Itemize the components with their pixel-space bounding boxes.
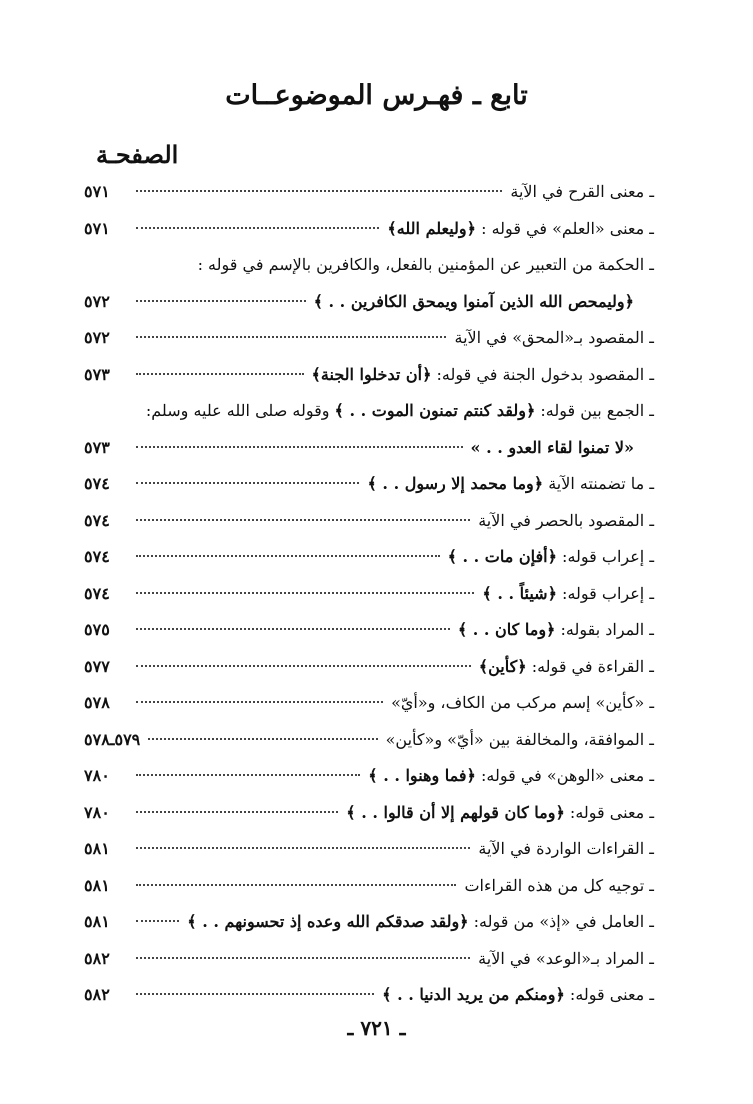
dot-leader bbox=[136, 519, 470, 521]
entry-quote: ﴿وليعلم الله﴾ bbox=[387, 218, 477, 238]
dot-leader bbox=[136, 300, 306, 302]
dot-leader bbox=[136, 190, 502, 192]
dot-leader bbox=[136, 592, 474, 594]
entry-quote: ﴿وما كان . . ﴾ bbox=[457, 620, 556, 639]
toc-entry bbox=[84, 941, 654, 978]
toc-entry bbox=[84, 685, 654, 722]
entry-text: ـ العامل في «إذ» من قوله: bbox=[468, 912, 654, 931]
entry-quote: ﴿وليمحص الله الذين آمنوا ويمحق الكافرين . . ﴾ bbox=[313, 291, 634, 311]
toc-entry bbox=[84, 247, 654, 284]
toc-entry bbox=[84, 868, 654, 905]
toc-entry bbox=[84, 649, 654, 686]
entry-text: ـ معنى «العلم» في قوله : bbox=[476, 218, 654, 238]
entry-text: ـ المراد بقوله: bbox=[555, 620, 654, 639]
entry-text: ـ ما تضمنته الآية bbox=[543, 474, 654, 493]
entry-quote: ﴿ولقد كنتم تمنون الموت . . ﴾ bbox=[334, 401, 536, 420]
entry-text: ـ المراد بـ«الوعد» في الآية bbox=[478, 948, 654, 968]
entry-page: ٥٧٤ bbox=[84, 583, 110, 603]
entry-page: ٥٧٣ bbox=[84, 437, 110, 457]
dot-leader bbox=[136, 920, 179, 922]
entry-page: ٧٨٠ bbox=[84, 802, 110, 822]
entry-quote: ﴿فما وهنوا . . ﴾ bbox=[368, 766, 476, 785]
entry-page: ٥٧٢ bbox=[84, 291, 110, 311]
entry-text: ـ توجيه كل من هذه القراءات bbox=[464, 875, 654, 895]
entry-page: ٥٧٢ bbox=[84, 328, 110, 347]
dot-leader bbox=[136, 665, 471, 667]
entry-text: ـ المقصود بالحصر في الآية bbox=[478, 510, 654, 530]
dot-leader bbox=[136, 482, 359, 484]
entry-quote: ﴿أفإن مات . . ﴾ bbox=[447, 547, 557, 566]
page-title: تابع ـ فهـرس الموضوعــات bbox=[225, 80, 528, 111]
dot-leader bbox=[136, 628, 450, 630]
entry-text: ـ إعراب قوله: bbox=[556, 583, 654, 603]
toc-entry bbox=[84, 612, 654, 649]
toc-entry bbox=[84, 174, 654, 211]
entry-suffix: وقوله صلى الله عليه وسلم: bbox=[145, 401, 335, 420]
dot-leader bbox=[136, 811, 338, 813]
toc-entry bbox=[84, 503, 654, 540]
entry-quote: ﴿أن تدخلوا الجنة﴾ bbox=[311, 364, 432, 384]
dot-leader bbox=[136, 957, 470, 959]
entry-page: ٥٧٧ bbox=[84, 656, 110, 676]
dot-leader bbox=[136, 336, 446, 338]
entry-page: ٥٧١ bbox=[84, 182, 110, 201]
entry-page: ٥٧٩ـ٥٧٨ bbox=[84, 729, 141, 749]
toc-entry bbox=[84, 576, 654, 613]
entry-quote: ﴿وما محمد إلا رسول . . ﴾ bbox=[367, 474, 544, 493]
entry-text: ـ القراءات الواردة في الآية bbox=[478, 839, 654, 858]
entry-page: ٥٧٥ bbox=[84, 620, 110, 639]
entry-quote: ﴿وما كان قولهم إلا أن قالوا . . ﴾ bbox=[346, 802, 565, 822]
toc-entry bbox=[84, 722, 654, 759]
toc-entry bbox=[84, 758, 654, 795]
dot-leader bbox=[136, 373, 304, 375]
toc-entry bbox=[84, 320, 654, 357]
entry-page: ٧٨٠ bbox=[84, 766, 110, 785]
dot-leader bbox=[136, 884, 456, 886]
toc-entry bbox=[84, 284, 654, 321]
dot-leader bbox=[136, 446, 463, 448]
entry-quote: ﴿شيئاً . . ﴾ bbox=[482, 583, 557, 603]
toc-entry bbox=[84, 831, 654, 868]
entry-text: ـ الجمع بين قوله: bbox=[535, 401, 654, 420]
toc-entry bbox=[84, 357, 654, 394]
entry-text: ـ معنى القرح في الآية bbox=[510, 182, 654, 201]
entry-text: ـ المقصود بـ«المحق» في الآية bbox=[454, 328, 654, 347]
entry-page: ٥٧٨ bbox=[84, 693, 110, 712]
toc-entry bbox=[84, 539, 654, 576]
entry-page: ٥٨٢ bbox=[84, 948, 110, 968]
toc-entry bbox=[84, 393, 654, 430]
table-of-contents bbox=[84, 174, 654, 1014]
dot-leader bbox=[136, 701, 383, 703]
entry-text: ـ المقصود بدخول الجنة في قوله: bbox=[431, 364, 654, 384]
toc-entry bbox=[84, 904, 654, 941]
entry-text: ـ معنى قوله: bbox=[564, 985, 654, 1004]
toc-entry bbox=[84, 466, 654, 503]
toc-entry bbox=[84, 795, 654, 832]
toc-entry bbox=[84, 977, 654, 1014]
entry-text: ـ معنى قوله: bbox=[564, 802, 654, 822]
entry-page: ٥٨١ bbox=[84, 875, 110, 895]
dot-leader bbox=[136, 774, 360, 776]
dot-leader bbox=[136, 993, 374, 995]
page-column-header: الصفحـة bbox=[96, 140, 179, 169]
entry-quote: «لا تمنوا لقاء العدو . . » bbox=[470, 437, 634, 457]
dot-leader bbox=[136, 227, 379, 229]
entry-text: ـ إعراب قوله: bbox=[556, 547, 654, 566]
entry-page: ٥٧١ bbox=[84, 218, 110, 238]
entry-page: ٥٧٤ bbox=[84, 474, 110, 493]
entry-text: ـ الموافقة، والمخالفة بين «أيّ» و«كأين» bbox=[385, 729, 654, 749]
entry-quote: ﴿ولقد صدقكم الله وعده إذ تحسونهم . . ﴾ bbox=[187, 912, 469, 931]
entry-page: ٥٨١ bbox=[84, 912, 110, 931]
entry-page: ٥٨١ bbox=[84, 839, 110, 858]
entry-page: ٥٧٤ bbox=[84, 547, 110, 566]
entry-page: ٥٨٢ bbox=[84, 985, 110, 1004]
entry-text: ـ القراءة في قوله: bbox=[526, 656, 654, 676]
page-number: ـ ٧٢١ ـ bbox=[347, 1016, 406, 1040]
entry-page: ٥٧٣ bbox=[84, 364, 110, 384]
entry-text: ـ الحكمة من التعبير عن المؤمنين بالفعل، والكافرين بالإسم في قوله : bbox=[197, 255, 654, 274]
dot-leader bbox=[136, 847, 470, 849]
entry-text: ـ معنى «الوهن» في قوله: bbox=[475, 766, 654, 785]
toc-entry bbox=[84, 430, 654, 467]
entry-quote: ﴿ومنكم من يريد الدنيا . . ﴾ bbox=[382, 985, 565, 1004]
entry-quote: ﴿كأين﴾ bbox=[478, 656, 527, 676]
toc-entry bbox=[84, 211, 654, 248]
dot-leader bbox=[136, 555, 440, 557]
entry-text: ـ «كأين» إسم مركب من الكاف، و«أيّ» bbox=[391, 693, 654, 712]
entry-page: ٥٧٤ bbox=[84, 510, 110, 530]
dot-leader bbox=[148, 738, 377, 740]
